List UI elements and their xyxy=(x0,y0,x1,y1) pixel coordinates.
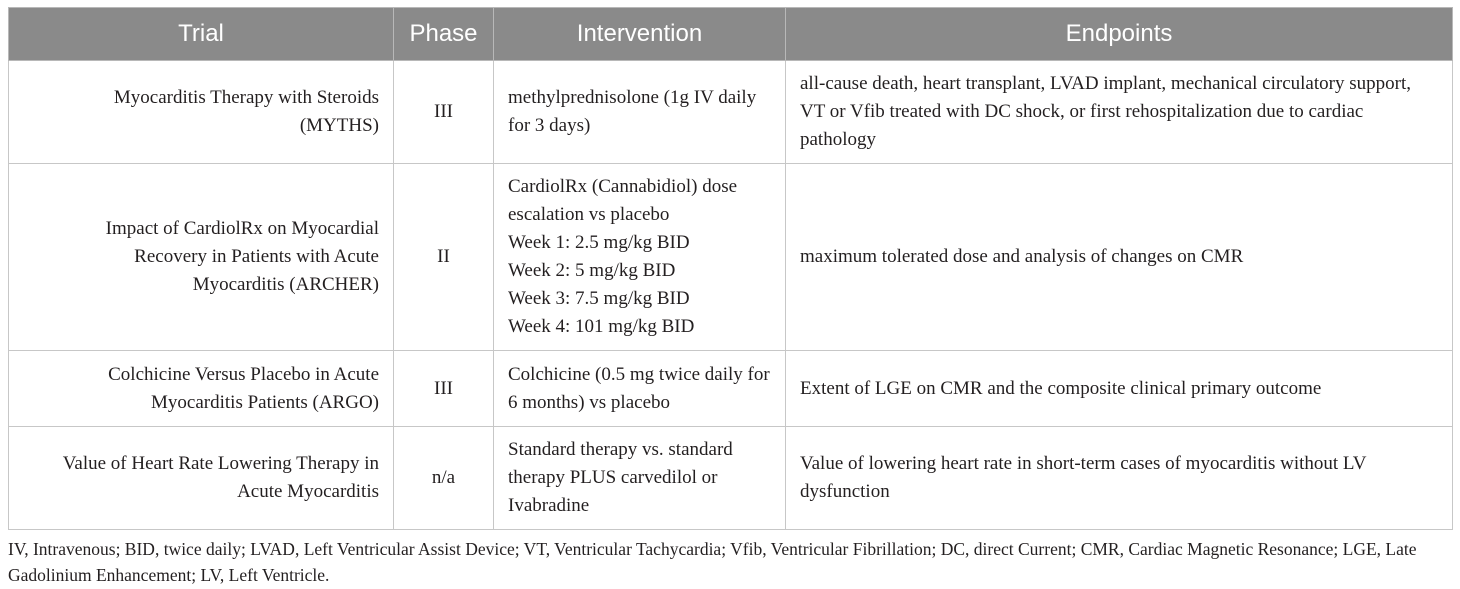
table-row xyxy=(9,61,1453,164)
table-row xyxy=(9,164,1453,351)
table-row xyxy=(9,427,1453,530)
intervention-line: Week 2: 5 mg/kg BID xyxy=(508,260,676,281)
trial-cell: Value of Heart Rate Lowering Therapy in Acute Myocarditis xyxy=(9,427,394,530)
intervention-line: Week 1: 2.5 mg/kg BID xyxy=(508,232,690,253)
header-intervention: Intervention xyxy=(494,8,786,61)
intervention-cell xyxy=(494,164,786,351)
phase-cell: III xyxy=(394,61,494,164)
intervention-line: methylprednisolone (1g IV daily for 3 days) xyxy=(508,87,757,136)
endpoints-cell: all-cause death, heart transplant, LVAD implant, mechanical circulatory support, VT or Vfib treated with DC shock, or first rehospitalization due to cardiac pathology xyxy=(786,61,1453,164)
header-phase: Phase xyxy=(394,8,494,61)
table-row xyxy=(9,351,1453,427)
header-trial: Trial xyxy=(9,8,394,61)
intervention-cell xyxy=(494,427,786,530)
phase-cell: II xyxy=(394,164,494,351)
header-endpoints: Endpoints xyxy=(786,8,1453,61)
trial-cell: Myocarditis Therapy with Steroids (MYTHS) xyxy=(9,61,394,164)
intervention-line: Week 3: 7.5 mg/kg BID xyxy=(508,288,690,309)
trial-cell: Impact of CardiolRx on Myocardial Recovery in Patients with Acute Myocarditis (ARCHER) xyxy=(9,164,394,351)
endpoints-cell: maximum tolerated dose and analysis of changes on CMR xyxy=(786,164,1453,351)
endpoints-cell: Value of lowering heart rate in short-term cases of myocarditis without LV dysfunction xyxy=(786,427,1453,530)
intervention-line: Colchicine (0.5 mg twice daily for 6 months) vs placebo xyxy=(508,363,770,413)
clinical-trials-table xyxy=(8,7,1453,530)
table-footnote: IV, Intravenous; BID, twice daily; LVAD, Left Ventricular Assist Device; VT, Ventricular Tachycardia; Vfib, Ventricular Fibrillation; DC, direct Current; CMR, Cardiac Magnetic Resonance; LGE, Late Gadolinium Enhancement; LV, Left Ventricle. xyxy=(8,539,1417,585)
intervention-line: Standard therapy vs. standard therapy PLUS carvedilol or Ivabradine xyxy=(508,439,733,516)
phase-cell: n/a xyxy=(394,427,494,530)
endpoints-cell: Extent of LGE on CMR and the composite clinical primary outcome xyxy=(786,351,1453,427)
trials-table-container xyxy=(8,7,1452,530)
intervention-line: Week 4: 101 mg/kg BID xyxy=(508,316,695,337)
phase-cell: III xyxy=(394,351,494,427)
intervention-line: CardiolRx (Cannabidiol) dose escalation vs placebo xyxy=(508,176,738,225)
table-header-row xyxy=(9,8,1453,61)
intervention-cell xyxy=(494,351,786,427)
trial-cell: Colchicine Versus Placebo in Acute Myocarditis Patients (ARGO) xyxy=(9,351,394,427)
intervention-cell xyxy=(494,61,786,164)
